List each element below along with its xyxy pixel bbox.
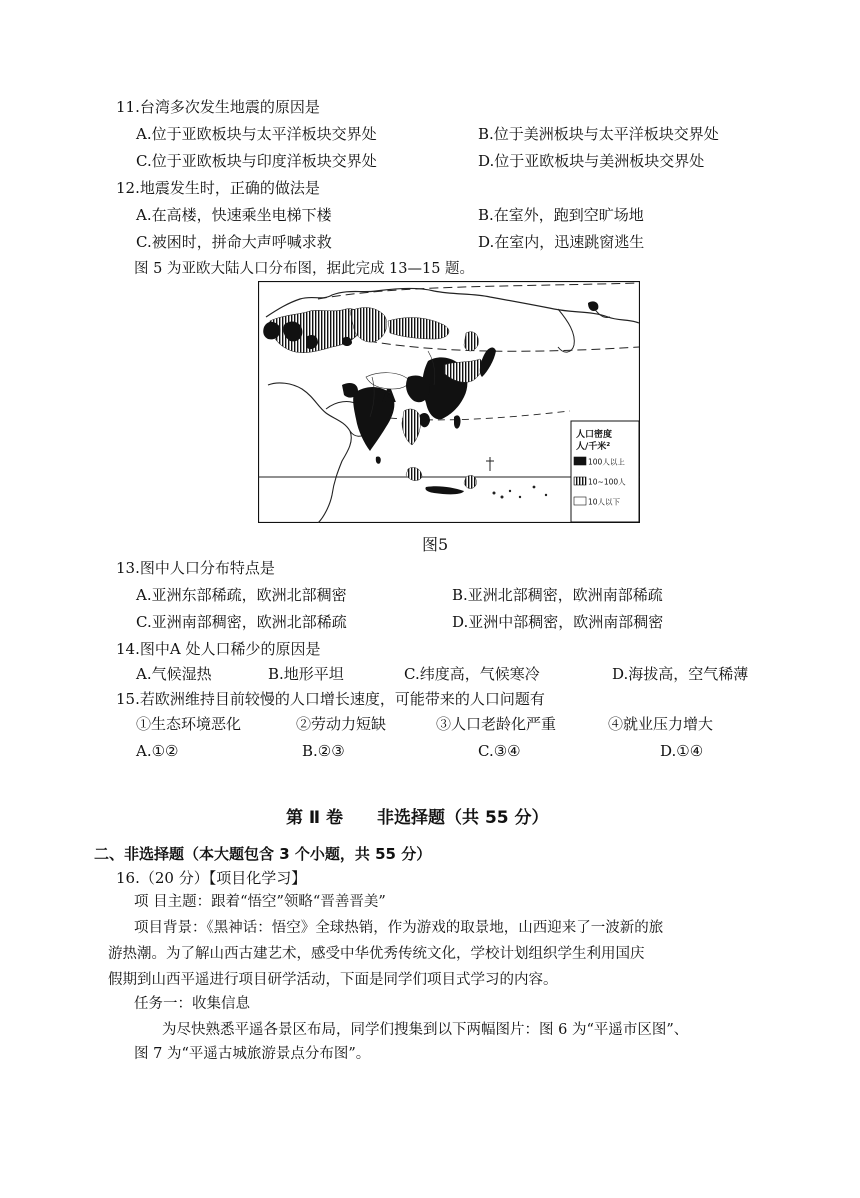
part2-section-heading: 二、非选择题（本大题包含 3 个小题，共 55 分） [94, 845, 432, 863]
q15-option-b: B.②③ [302, 742, 345, 760]
map-label-a: A [382, 386, 396, 407]
q16-background-line-2: 游热潮。为了解山西古建艺术，感受中华优秀传统文化，学校计划组织学生利用国庆 [108, 946, 645, 962]
q15-item-3: ③人口老龄化严重 [436, 715, 557, 733]
q14-option-b: B.地形平坦 [268, 665, 344, 683]
q12-option-b: B.在室外，跑到空旷场地 [478, 206, 644, 224]
q14-option-a: A.气候湿热 [136, 665, 212, 683]
figure-caption: 图5 [422, 535, 449, 554]
legend-item-medium: 10~100人 [588, 477, 626, 487]
q11-option-c: C.位于亚欧板块与印度洋板块交界处 [136, 152, 377, 170]
legend-unit: 人/千米² [576, 442, 611, 452]
q13-option-b: B.亚洲北部稠密，欧洲南部稀疏 [452, 586, 663, 604]
q11-option-a: A.位于亚欧板块与太平洋板块交界处 [136, 125, 377, 143]
q16-theme: 项 目主题：跟着“悟空”领略“晋善晋美” [134, 894, 386, 910]
legend-title: 人口密度 [576, 430, 613, 440]
q16-task1-line-2: 图 7 为“平遥古城旅游景点分布图”。 [134, 1046, 371, 1062]
q16-task1-heading: 任务一：收集信息 [134, 996, 250, 1012]
q16-task1-line-1: 为尽快熟悉平遥各景区布局，同学们搜集到以下两幅图片：图 6 为“平遥市区图”、 [162, 1022, 689, 1038]
q16-background-line-3: 假期到山西平遥进行项目研学活动，下面是同学们项目式学习的内容。 [108, 972, 558, 988]
q16-heading: 16.（20 分）【项目化学习】 [116, 869, 307, 887]
q12-option-d: D.在室内，迅速跳窗逃生 [478, 233, 645, 251]
legend-swatch-high [574, 457, 586, 465]
q15-item-1: ①生态环境恶化 [136, 715, 242, 733]
part2-title: 第 Ⅱ 卷 非选择题（共 55 分） [286, 808, 549, 828]
q12-option-a: A.在高楼，快速乘坐电梯下楼 [136, 206, 332, 224]
q15-option-d: D.①④ [660, 742, 704, 760]
legend-swatch-low [574, 497, 586, 505]
q11-option-d: D.位于亚欧板块与美洲板块交界处 [478, 152, 705, 170]
figure-intro: 图 5 为亚欧大陆人口分布图，据此完成 13—15 题。 [134, 261, 475, 277]
northeast-medium-density [464, 332, 478, 351]
q15-item-2: ②劳动力短缺 [296, 715, 387, 733]
q13-option-d: D.亚洲中部稠密，欧洲南部稠密 [452, 613, 664, 631]
population-density-map [258, 281, 640, 523]
q13-option-c: C.亚洲南部稠密，欧洲北部稀疏 [136, 613, 347, 631]
q15-option-c: C.③④ [478, 742, 521, 760]
map-legend [571, 421, 639, 522]
q16-background-line-1: 项目背景：《黑神话：悟空》全球热销，作为游戏的取景地，山西迎来了一波新的旅 [134, 920, 664, 936]
q11-option-b: B.位于美洲板块与太平洋板块交界处 [478, 125, 719, 143]
q11-stem: 11.台湾多次发生地震的原因是 [116, 98, 320, 116]
q14-stem: 14.图中A 处人口稀少的原因是 [116, 640, 321, 658]
borneo-medium-density [464, 475, 476, 488]
q15-item-4: ④就业压力增大 [608, 715, 714, 733]
q14-option-d: D.海拔高，空气稀薄 [612, 665, 749, 683]
q12-stem: 12.地震发生时，正确的做法是 [116, 179, 320, 197]
legend-item-low: 10人以下 [588, 497, 621, 507]
q13-stem: 13.图中人口分布特点是 [116, 559, 275, 577]
q15-stem: 15.若欧洲维持目前较慢的人口增长速度，可能带来的人口问题有 [116, 690, 545, 708]
q12-option-c: C.被困时，拼命大声呼喊求救 [136, 233, 332, 251]
q14-option-c: C.纬度高，气候寒冷 [404, 665, 540, 683]
q15-option-a: A.①② [136, 742, 179, 760]
legend-swatch-medium [574, 477, 586, 485]
legend-item-high: 100人以上 [588, 457, 625, 467]
q13-option-a: A.亚洲东部稀疏，欧洲北部稠密 [136, 586, 347, 604]
